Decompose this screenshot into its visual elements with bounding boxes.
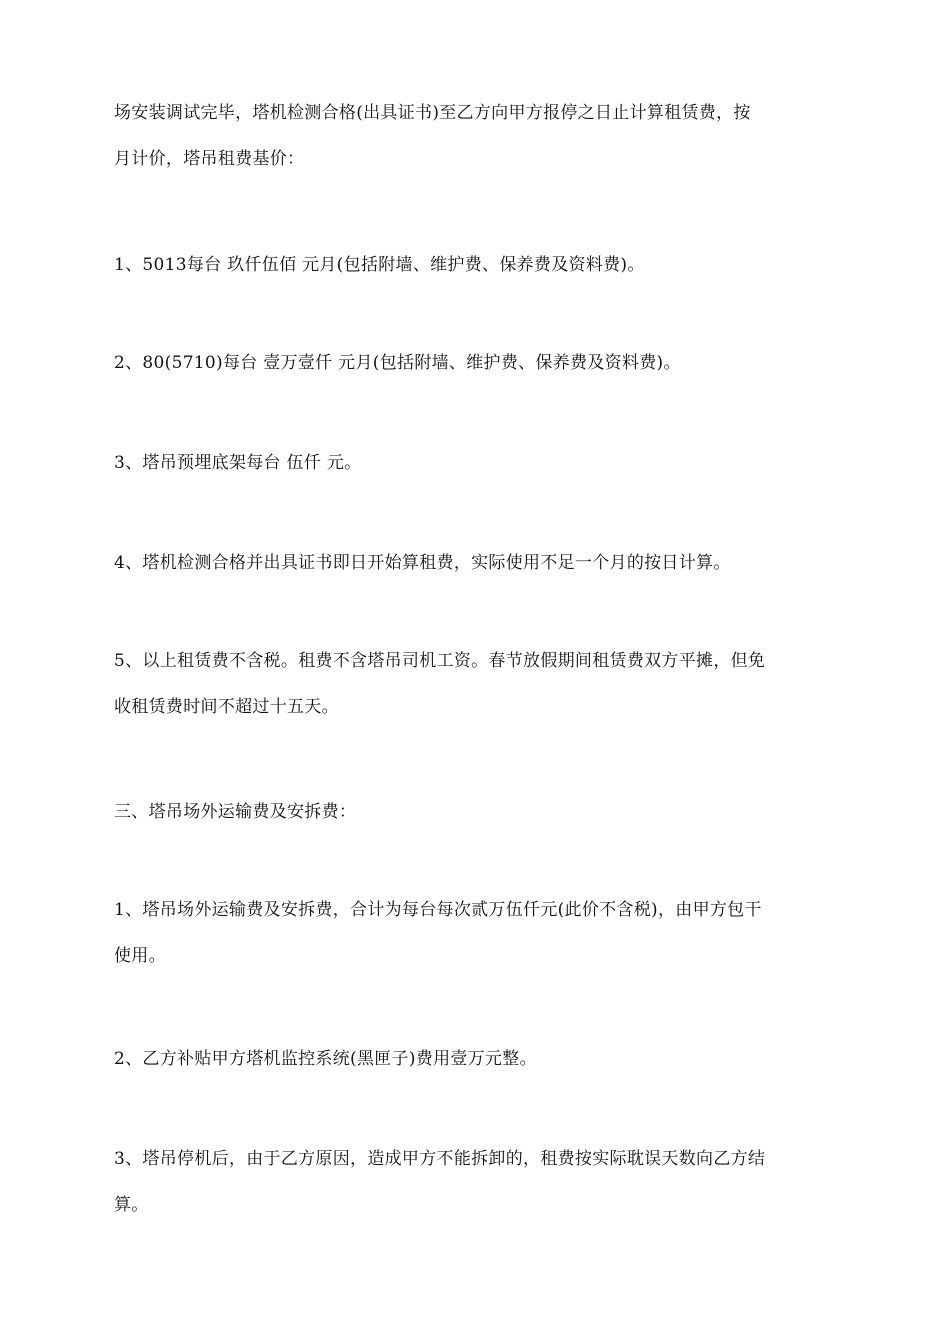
paragraph-line: 3、塔吊预埋底架每台 伍仟 元。 bbox=[114, 453, 362, 473]
paragraph-item-3 bbox=[114, 440, 844, 486]
paragraph-line: 收租赁费时间不超过十五天。 bbox=[114, 697, 339, 717]
paragraph-section3-item-2 bbox=[114, 1036, 844, 1082]
paragraph-line: 2、80(5710)每台 壹万壹仟 元月(包括附墙、维护费、保养费及资料费)。 bbox=[114, 353, 681, 373]
paragraph-line: 1、塔吊场外运输费及安拆费，合计为每台每次贰万伍仟元(此价不含税)，由甲方包干 bbox=[114, 900, 762, 920]
paragraph-line: 2、乙方补贴甲方塔机监控系统(黑匣子)费用壹万元整。 bbox=[114, 1049, 537, 1069]
paragraph-line: 4、塔机检测合格并出具证书即日开始算租费，实际使用不足一个月的按日计算。 bbox=[114, 553, 731, 573]
paragraph-line: 三、塔吊场外运输费及安拆费： bbox=[114, 802, 357, 822]
paragraph-line: 月计价，塔吊租费基价： bbox=[114, 149, 305, 169]
paragraph-item-1 bbox=[114, 242, 844, 288]
paragraph-rental-basis bbox=[114, 90, 844, 182]
paragraph-line: 5、以上租赁费不含税。租费不含塔吊司机工资。春节放假期间租赁费双方平摊，但免 bbox=[114, 651, 766, 671]
paragraph-line: 3、塔吊停机后，由于乙方原因，造成甲方不能拆卸的，租费按实际耽误天数向乙方结 bbox=[114, 1149, 766, 1169]
section-heading-3 bbox=[114, 789, 844, 835]
paragraph-line: 场安装调试完毕，塔机检测合格(出具证书)至乙方向甲方报停之日止计算租赁费，按 bbox=[114, 103, 751, 123]
paragraph-line: 使用。 bbox=[114, 946, 166, 966]
paragraph-item-5 bbox=[114, 638, 844, 730]
paragraph-section3-item-3 bbox=[114, 1136, 844, 1228]
paragraph-item-2 bbox=[114, 340, 844, 386]
paragraph-line: 1、5013每台 玖仟伍佰 元月(包括附墙、维护费、保养费及资料费)。 bbox=[114, 255, 645, 275]
paragraph-section3-item-1 bbox=[114, 887, 844, 979]
paragraph-line: 算。 bbox=[114, 1195, 149, 1215]
paragraph-item-4 bbox=[114, 540, 844, 586]
